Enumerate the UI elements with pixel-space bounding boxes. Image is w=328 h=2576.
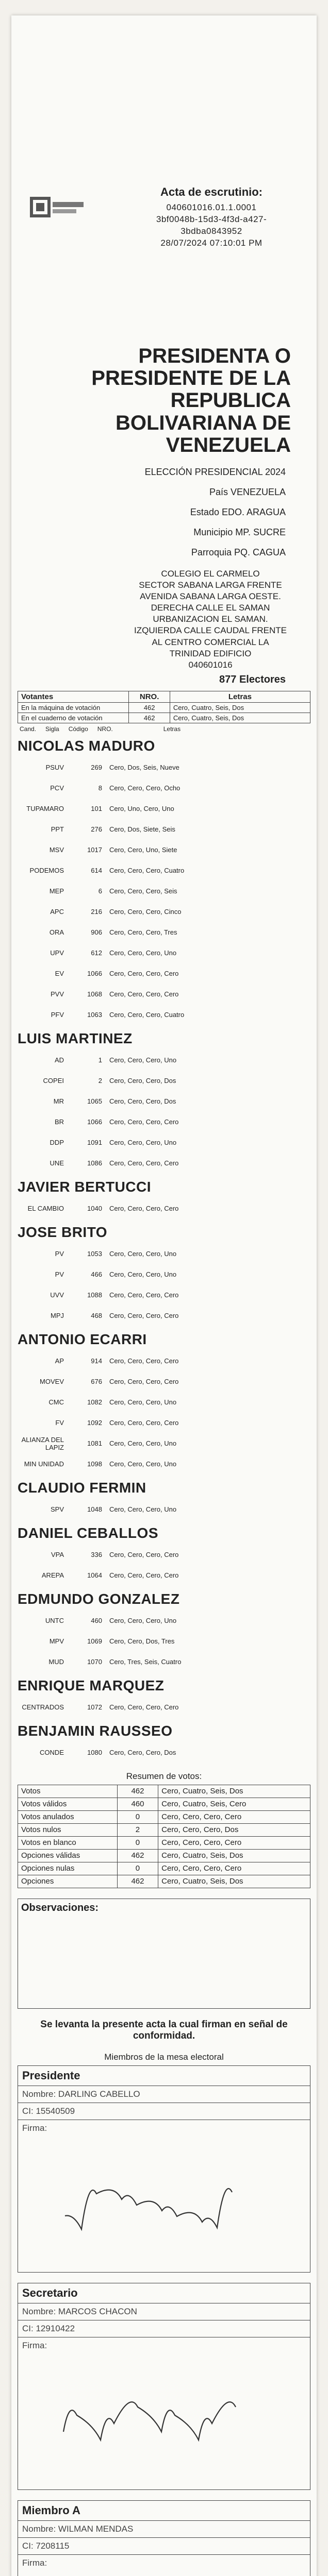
- party-sigla: ORA: [49, 928, 64, 937]
- results-row: [18, 1823, 310, 1836]
- member-role: Miembro A: [18, 2501, 310, 2521]
- acta-code-line: 28/07/2024 07:10:01 PM: [160, 238, 263, 248]
- party-votes-letters: Cero, Cero, Cero, Cero: [109, 990, 179, 998]
- candidate-block: [18, 1030, 310, 1174]
- party-votes-letters: Cero, Cero, Cero, Uno: [109, 1398, 177, 1406]
- party-votes: 1081: [87, 1439, 102, 1448]
- members-list: [11, 2065, 317, 2576]
- sub-header: Cand.: [20, 725, 37, 733]
- candidates-list: [18, 738, 310, 1763]
- party-row: [18, 1306, 310, 1326]
- party-row: [18, 778, 310, 799]
- party-sigla: AREPA: [41, 1571, 64, 1580]
- candidate-block: [18, 738, 310, 1025]
- party-sigla: CMC: [48, 1398, 64, 1406]
- votantes-letters: Cero, Cuatro, Seis, Dos: [170, 713, 310, 723]
- results-num: 0: [117, 1810, 158, 1823]
- acta-code-block: [119, 185, 304, 249]
- results-letters: Cero, Cuatro, Seis, Cero: [158, 1798, 310, 1810]
- sub-header: Código: [68, 725, 88, 733]
- votantes-num: 462: [129, 702, 170, 713]
- acta-code-line: 040601016.01.1.0001: [166, 202, 257, 212]
- party-sigla: PCV: [50, 784, 64, 792]
- party-votes-letters: Cero, Cero, Cero, Ocho: [109, 784, 181, 792]
- party-row: [18, 1264, 310, 1285]
- observations-box: [18, 1899, 310, 2009]
- party-row: [18, 1071, 310, 1091]
- party-row: [18, 840, 310, 860]
- party-votes: 101: [91, 805, 102, 813]
- party-row: [18, 984, 310, 1005]
- party-votes: 1069: [87, 1637, 102, 1646]
- party-row: [18, 1545, 310, 1565]
- party-row: [18, 1565, 310, 1586]
- party-votes-letters: Cero, Cero, Cero, Uno: [109, 1139, 177, 1147]
- party-votes: 6: [98, 887, 102, 895]
- party-sigla: MPJ: [51, 1312, 64, 1320]
- acta-header: [11, 15, 317, 345]
- party-votes: 460: [91, 1617, 102, 1625]
- party-row: [18, 963, 310, 984]
- party-sigla: PFV: [51, 1011, 64, 1019]
- party-row: [18, 1198, 310, 1219]
- party-sigla: PODEMOS: [29, 867, 64, 875]
- party-votes: 1068: [87, 990, 102, 998]
- party-row: [18, 860, 310, 881]
- results-num: 0: [117, 1836, 158, 1849]
- votantes-section: [18, 691, 310, 733]
- votantes-label: En el cuaderno de votación: [18, 713, 129, 723]
- party-votes: 1086: [87, 1159, 102, 1167]
- party-votes: 1070: [87, 1658, 102, 1666]
- center-line: IZQUIERDA CALLE CAUDAL FRENTE: [134, 625, 287, 636]
- results-label: Votos nulos: [18, 1823, 118, 1836]
- results-letters: Cero, Cero, Cero, Cero: [158, 1862, 310, 1875]
- party-votes-letters: Cero, Cero, Cero, Cero: [109, 1205, 179, 1213]
- results-row: [18, 1798, 310, 1810]
- party-sigla: UVV: [50, 1291, 64, 1299]
- party-sigla: MIN UNIDAD: [24, 1460, 64, 1468]
- party-votes-letters: Cero, Tres, Seis, Cuatro: [109, 1658, 182, 1666]
- sub-header: NRO.: [97, 725, 113, 733]
- observations-label: Observaciones:: [21, 1902, 99, 1913]
- party-sigla: EL CAMBIO: [27, 1205, 64, 1213]
- party-votes: 466: [91, 1270, 102, 1279]
- municipio: Municipio MP. SUCRE: [193, 527, 286, 537]
- results-num: 462: [117, 1875, 158, 1888]
- candidate-name: ANTONIO ECARRI: [18, 1331, 147, 1347]
- party-votes-letters: Cero, Cero, Cero, Seis: [109, 887, 177, 895]
- results-label: Opciones válidas: [18, 1849, 118, 1862]
- member-name: Nombre: MARCOS CHACON: [18, 2303, 310, 2320]
- party-votes: 1066: [87, 1118, 102, 1126]
- col-nro: NRO.: [129, 691, 170, 702]
- results-num: 2: [117, 1823, 158, 1836]
- col-votantes: Votantes: [18, 691, 129, 702]
- party-votes-letters: Cero, Cero, Cero, Cero: [109, 1159, 179, 1167]
- party-row: [18, 1132, 310, 1153]
- party-row: [18, 922, 310, 943]
- results-row: [18, 1875, 310, 1888]
- candidate-name: JOSE BRITO: [18, 1224, 108, 1240]
- votantes-table: [18, 691, 310, 723]
- party-sigla: MEP: [49, 887, 64, 895]
- center-info: [114, 568, 306, 671]
- election-header: [11, 345, 317, 686]
- results-section: [18, 1771, 310, 1888]
- party-votes-letters: Cero, Cero, Cero, Cero: [109, 1378, 179, 1386]
- center-line: 040601016: [188, 659, 233, 670]
- party-sigla: PV: [55, 1270, 64, 1279]
- party-sigla: UPV: [50, 949, 64, 957]
- party-sigla: FV: [55, 1419, 64, 1427]
- party-sigla: DDP: [50, 1139, 64, 1147]
- party-sigla: MUD: [48, 1658, 64, 1666]
- acta-title: Acta de escrutinio:: [160, 185, 263, 198]
- results-letters: Cero, Cero, Cero, Cero: [158, 1810, 310, 1823]
- party-row: [18, 1433, 310, 1454]
- party-row: [18, 1371, 310, 1392]
- center-line: TRINIDAD EDIFICIO: [169, 648, 252, 658]
- results-letters: Cero, Cuatro, Seis, Dos: [158, 1875, 310, 1888]
- party-sigla: COPEI: [43, 1077, 64, 1085]
- member-box: [18, 2283, 310, 2490]
- member-ci: CI: 7208115: [18, 2538, 310, 2555]
- party-votes: 1080: [87, 1749, 102, 1757]
- results-row: [18, 1785, 310, 1798]
- party-row: [18, 757, 310, 778]
- results-letters: Cero, Cuatro, Seis, Dos: [158, 1785, 310, 1798]
- party-votes-letters: Cero, Cero, Cero, Cero: [109, 1312, 179, 1320]
- candidate-name: NICOLAS MADURO: [18, 737, 155, 754]
- party-sigla: AD: [54, 1056, 64, 1064]
- party-sigla: PVV: [50, 990, 64, 998]
- party-votes: 1048: [87, 1505, 102, 1514]
- closing-text: Se levanta la presente acta la cual firman en señal de conformidad.: [40, 2019, 288, 2041]
- party-votes: 612: [91, 949, 102, 957]
- party-row: [18, 1697, 310, 1718]
- party-sigla: VPA: [51, 1551, 64, 1559]
- party-sigla: MR: [53, 1097, 64, 1106]
- party-votes-letters: Cero, Cero, Cero, Cero: [109, 1571, 179, 1580]
- party-votes-letters: Cero, Cero, Cero, Dos: [109, 1097, 176, 1106]
- party-row: [18, 1742, 310, 1763]
- acta-paper: [11, 15, 317, 2576]
- party-sigla: PV: [55, 1250, 64, 1258]
- party-votes-letters: Cero, Cero, Cero, Cero: [109, 970, 179, 978]
- acta-code-line: 3bf0048b-15d3-4f3d-a427-: [156, 214, 267, 224]
- party-row: [18, 1652, 310, 1672]
- party-votes: 1017: [87, 846, 102, 854]
- party-votes-letters: Cero, Cero, Dos, Tres: [109, 1637, 175, 1646]
- party-sigla: SPV: [50, 1505, 64, 1514]
- center-line: AL CENTRO COMERCIAL LA: [152, 637, 269, 647]
- party-row: [18, 1050, 310, 1071]
- candidate-block: [18, 1480, 310, 1520]
- title-line: BOLIVARIANA DE: [116, 411, 291, 434]
- results-row: [18, 1810, 310, 1823]
- candidate-name: CLAUDIO FERMIN: [18, 1479, 146, 1496]
- votantes-letters: Cero, Cuatro, Seis, Dos: [170, 702, 310, 713]
- party-votes-letters: Cero, Cero, Cero, Uno: [109, 949, 177, 957]
- party-votes: 906: [91, 928, 102, 937]
- party-votes-letters: Cero, Cero, Cero, Uno: [109, 1270, 177, 1279]
- members-title: Miembros de la mesa electoral: [104, 2052, 224, 2062]
- cne-logo: [26, 191, 88, 227]
- party-votes-letters: Cero, Dos, Seis, Nueve: [109, 764, 179, 772]
- results-label: Votos: [18, 1785, 118, 1798]
- candidate-block: [18, 1179, 310, 1219]
- candidate-name: EDMUNDO GONZALEZ: [18, 1590, 180, 1607]
- party-sigla: EV: [55, 970, 64, 978]
- party-votes: 468: [91, 1312, 102, 1320]
- party-sigla: ALIANZA DEL LAPIZ: [21, 1435, 64, 1451]
- party-votes: 676: [91, 1378, 102, 1386]
- party-votes: 1098: [87, 1460, 102, 1468]
- party-votes-letters: Cero, Dos, Siete, Seis: [109, 825, 175, 834]
- party-votes: 1065: [87, 1097, 102, 1106]
- results-num: 460: [117, 1798, 158, 1810]
- sub-header: Sigla: [45, 725, 59, 733]
- party-votes: 216: [91, 908, 102, 916]
- party-sigla: MOVEV: [40, 1378, 64, 1386]
- party-sigla: AP: [55, 1357, 64, 1365]
- votantes-label: En la máquina de votación: [18, 702, 129, 713]
- party-row: [18, 1153, 310, 1174]
- party-row: [18, 1112, 310, 1132]
- candidate-block: [18, 1591, 310, 1672]
- party-votes-letters: Cero, Cero, Cero, Uno: [109, 1056, 177, 1064]
- party-votes-letters: Cero, Cero, Cero, Cero: [109, 1357, 179, 1365]
- results-label: Votos válidos: [18, 1798, 118, 1810]
- party-votes: 276: [91, 825, 102, 834]
- party-votes-letters: Cero, Cero, Cero, Dos: [109, 1749, 176, 1757]
- member-firma-label: Firma:: [22, 2557, 47, 2568]
- party-votes: 336: [91, 1551, 102, 1559]
- party-row: [18, 1285, 310, 1306]
- party-votes-letters: Cero, Cero, Cero, Cero: [109, 1118, 179, 1126]
- party-sigla: MSV: [49, 846, 64, 854]
- party-votes: 1091: [87, 1139, 102, 1147]
- member-firma-label: Firma:: [22, 2340, 47, 2350]
- results-title: Resumen de votos:: [126, 1771, 202, 1781]
- title-line: REPUBLICA: [170, 389, 291, 412]
- candidate-name: JAVIER BERTUCCI: [18, 1178, 152, 1195]
- party-votes-letters: Cero, Cero, Cero, Tres: [109, 928, 177, 937]
- votantes-num: 462: [129, 713, 170, 723]
- party-votes-letters: Cero, Cero, Cero, Uno: [109, 1505, 177, 1514]
- party-sigla: MPV: [49, 1637, 64, 1646]
- parroquia: Parroquia PQ. CAGUA: [191, 547, 286, 557]
- results-table: [18, 1785, 310, 1888]
- results-label: Votos en blanco: [18, 1836, 118, 1849]
- party-votes-letters: Cero, Cero, Cero, Uno: [109, 1617, 177, 1625]
- results-row: [18, 1862, 310, 1875]
- acta-code-line: 3bdba0843952: [181, 226, 242, 236]
- candidate-name: ENRIQUE MARQUEZ: [18, 1677, 165, 1693]
- party-votes: 1063: [87, 1011, 102, 1019]
- party-row: [18, 1499, 310, 1520]
- member-box: [18, 2500, 310, 2576]
- party-row: [18, 1631, 310, 1652]
- party-sigla: PPT: [51, 825, 64, 834]
- signature: [49, 2381, 266, 2464]
- party-votes: 1072: [87, 1703, 102, 1711]
- party-sigla: BR: [54, 1118, 64, 1126]
- party-votes-letters: Cero, Cero, Cero, Uno: [109, 1439, 177, 1448]
- party-sigla: CENTRADOS: [22, 1703, 64, 1711]
- candidate-name: DANIEL CEBALLOS: [18, 1524, 158, 1541]
- member-box: [18, 2065, 310, 2273]
- party-votes: 2: [98, 1077, 102, 1085]
- party-votes: 1088: [87, 1291, 102, 1299]
- party-votes: 1066: [87, 970, 102, 978]
- member-firma-label: Firma:: [22, 2123, 47, 2133]
- party-row: [18, 1005, 310, 1025]
- member-ci: CI: 15540509: [18, 2103, 310, 2120]
- title-line: PRESIDENTE DE LA: [91, 367, 291, 390]
- party-votes: 914: [91, 1357, 102, 1365]
- results-row: [18, 1836, 310, 1849]
- candidate-block: [18, 1331, 310, 1475]
- candidate-block: [18, 1723, 310, 1763]
- party-votes-letters: Cero, Cero, Cero, Cero: [109, 1703, 179, 1711]
- results-label: Votos anulados: [18, 1810, 118, 1823]
- electores-count: 877 Electores: [219, 673, 286, 685]
- party-sigla: UNE: [50, 1159, 64, 1167]
- pais: País VENEZUELA: [209, 486, 286, 497]
- party-row: [18, 1611, 310, 1631]
- party-votes-letters: Cero, Cero, Cero, Cero: [109, 1419, 179, 1427]
- party-row: [18, 1091, 310, 1112]
- results-letters: Cero, Cuatro, Seis, Dos: [158, 1849, 310, 1862]
- party-votes-letters: Cero, Cero, Cero, Dos: [109, 1077, 176, 1085]
- party-votes-letters: Cero, Cero, Cero, Uno: [109, 1250, 177, 1258]
- party-votes: 8: [98, 784, 102, 792]
- center-line: URBANIZACION EL SAMAN.: [153, 614, 268, 624]
- party-row: [18, 881, 310, 902]
- member-ci: CI: 12910422: [18, 2320, 310, 2337]
- results-num: 462: [117, 1849, 158, 1862]
- results-letters: Cero, Cero, Cero, Cero: [158, 1836, 310, 1849]
- estado: Estado EDO. ARAGUA: [190, 506, 286, 517]
- results-num: 0: [117, 1862, 158, 1875]
- candidate-name: LUIS MARTINEZ: [18, 1030, 133, 1046]
- party-votes-letters: Cero, Uno, Cero, Uno: [109, 805, 174, 813]
- results-label: Opciones: [18, 1875, 118, 1888]
- member-name: Nombre: WILMAN MENDAS: [18, 2521, 310, 2538]
- party-votes: 614: [91, 867, 102, 875]
- party-row: [18, 1454, 310, 1475]
- member-name: Nombre: DARLING CABELLO: [18, 2086, 310, 2103]
- party-votes: 1092: [87, 1419, 102, 1427]
- results-num: 462: [117, 1785, 158, 1798]
- center-line: COLEGIO EL CARMELO: [161, 568, 260, 579]
- party-row: [18, 819, 310, 840]
- party-votes-letters: Cero, Cero, Cero, Cero: [109, 1291, 179, 1299]
- candidate-block: [18, 1677, 310, 1718]
- center-line: AVENIDA SABANA LARGA OESTE.: [140, 591, 281, 602]
- results-row: [18, 1849, 310, 1862]
- party-row: [18, 799, 310, 819]
- results-label: Opciones nulas: [18, 1862, 118, 1875]
- party-sigla: APC: [50, 908, 64, 916]
- party-row: [18, 1244, 310, 1264]
- party-row: [18, 902, 310, 922]
- member-role: Secretario: [18, 2283, 310, 2303]
- candidate-block: [18, 1224, 310, 1326]
- party-row: [18, 1392, 310, 1413]
- party-votes: 269: [91, 764, 102, 772]
- party-votes-letters: Cero, Cero, Cero, Uno: [109, 1460, 177, 1468]
- candidate-block: [18, 1525, 310, 1586]
- title-line: PRESIDENTA O: [138, 345, 291, 367]
- party-votes: 1082: [87, 1398, 102, 1406]
- party-row: [18, 943, 310, 963]
- party-votes-letters: Cero, Cero, Cero, Cuatro: [109, 867, 185, 875]
- signature: [49, 2164, 266, 2246]
- party-votes: 1053: [87, 1250, 102, 1258]
- party-votes: 1064: [87, 1571, 102, 1580]
- party-votes-letters: Cero, Cero, Uno, Siete: [109, 846, 177, 854]
- col-letras: Letras: [170, 691, 310, 702]
- party-votes: 1040: [87, 1205, 102, 1213]
- party-sigla: CONDE: [40, 1749, 64, 1757]
- election-name: ELECCIÓN PRESIDENCIAL 2024: [144, 466, 286, 477]
- party-votes: 1: [98, 1056, 102, 1064]
- center-line: SECTOR SABANA LARGA FRENTE: [139, 580, 282, 590]
- party-sigla: TUPAMARO: [26, 805, 64, 813]
- results-letters: Cero, Cero, Cero, Dos: [158, 1823, 310, 1836]
- party-row: [18, 1413, 310, 1433]
- member-role: Presidente: [18, 2066, 310, 2086]
- candidate-name: BENJAMIN RAUSSEO: [18, 1722, 173, 1739]
- party-votes-letters: Cero, Cero, Cero, Cero: [109, 1551, 179, 1559]
- sub-header: Letras: [163, 725, 181, 733]
- party-votes-letters: Cero, Cero, Cero, Cinco: [109, 908, 182, 916]
- party-votes-letters: Cero, Cero, Cero, Cuatro: [109, 1011, 185, 1019]
- party-sigla: PSUV: [45, 764, 64, 772]
- party-row: [18, 1351, 310, 1371]
- party-sigla: UNTC: [45, 1617, 64, 1625]
- center-line: DERECHA CALLE EL SAMAN: [151, 603, 270, 613]
- title-line: VENEZUELA: [166, 433, 291, 456]
